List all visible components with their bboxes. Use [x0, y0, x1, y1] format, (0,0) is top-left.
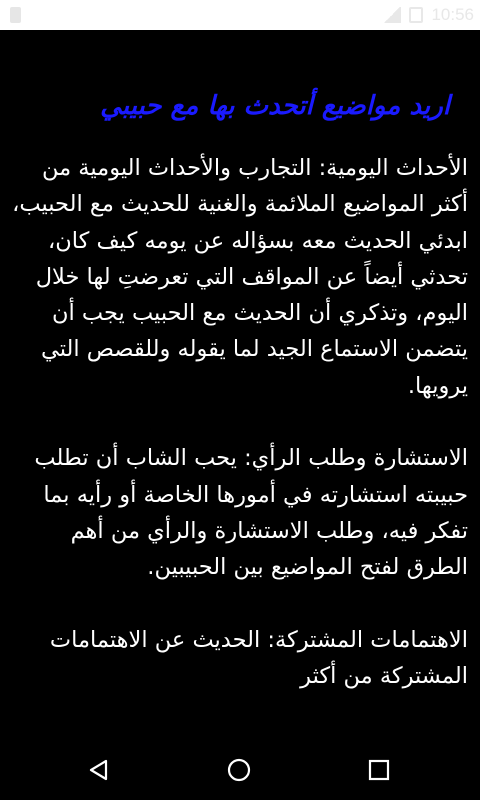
article-paragraph: الاهتمامات المشتركة: الحديث عن الاهتمامات المشتركة من أكثر [49, 626, 468, 690]
notification-icon [10, 7, 21, 23]
signal-icon [383, 7, 401, 23]
back-icon [87, 758, 111, 782]
navigation-bar [0, 740, 480, 800]
article-paragraph: الاستشارة وطلب الرأي: يحب الشاب أن تطلب حبيبته استشارته في أمورها الخاصة أو رأيه بما تفكر فيه، وطلب الاستشارة والرأي من أهم الطرق لفتح المواضيع بين الحبيبين. [34, 445, 468, 581]
status-icons [383, 0, 474, 30]
article-body [10, 150, 468, 731]
article-scroll-view[interactable] [0, 30, 480, 740]
home-icon [226, 757, 252, 783]
recent-apps-icon [368, 759, 390, 781]
back-button[interactable] [79, 750, 119, 790]
status-time: 10:56 [431, 5, 474, 24]
article-title: اريد مواضيع أتحدث بها مع حبيبي [100, 91, 450, 121]
article-paragraph: الأحداث اليومية: التجارب والأحداث اليومية من أكثر المواضيع الملائمة والغنية للحديث مع الحبيب، ابدئي الحديث معه بسؤاله عن يومه كيف كان، تحدثي أيضاً عن المواقف التي تعرضتِ لها خلال اليوم، وتذكري أن الحديث مع الحبيب يجب أن يتضمن الاستماع الجيد لما يقوله وللقصص التي يرويها. [12, 155, 468, 399]
recent-apps-button[interactable] [359, 750, 399, 790]
status-bar [0, 0, 480, 30]
sd-card-icon [409, 7, 423, 23]
home-button[interactable] [219, 750, 259, 790]
